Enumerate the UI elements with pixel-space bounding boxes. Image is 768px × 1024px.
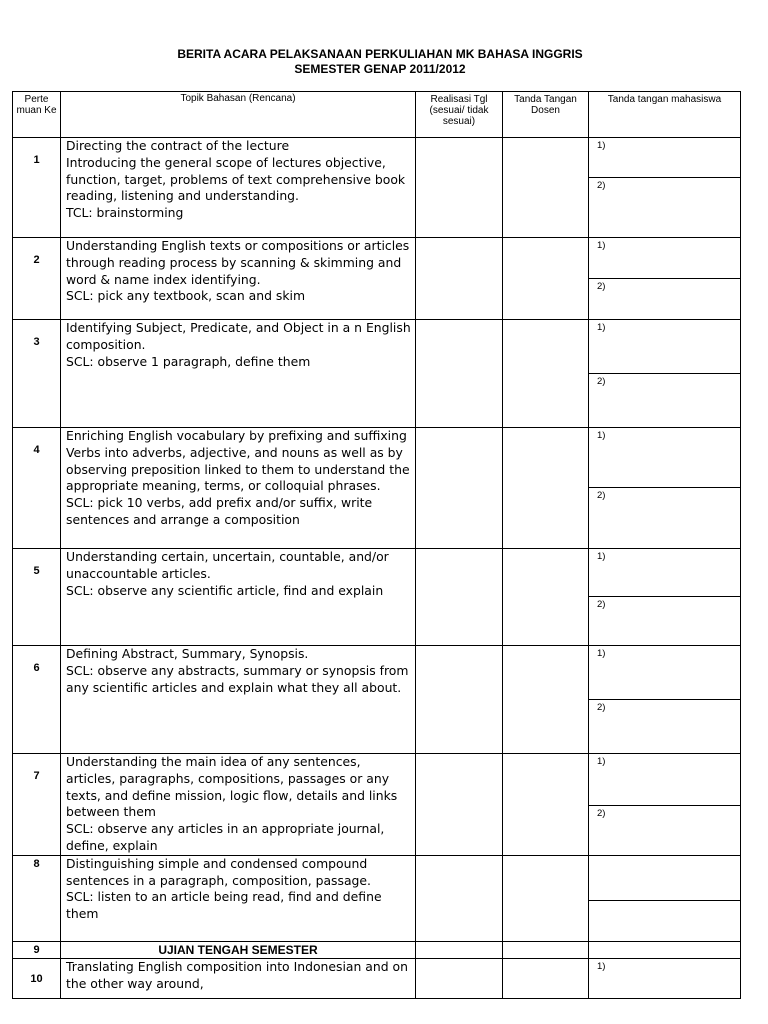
ttd-mahasiswa-cell — [589, 646, 741, 754]
realisasi-cell[interactable] — [416, 428, 503, 549]
signature-box-2[interactable] — [589, 178, 740, 236]
signature-box-2[interactable] — [589, 806, 740, 854]
ttd-dosen-cell[interactable] — [503, 855, 589, 941]
signature-box-2[interactable] — [589, 488, 740, 548]
ttd-dosen-cell[interactable] — [503, 646, 589, 754]
meeting-number: 5 — [13, 549, 61, 646]
col-header-topik: Topik Bahasan (Rencana) — [61, 92, 416, 138]
signature-box-1[interactable] — [589, 856, 740, 901]
topic-body: Enriching English vocabulary by prefixing and suffixing Verbs into adverbs, adjective, and nouns as well as by observing preposition linked to them to understand the appropriate meaning, terms, or colloquial phrases. SCL: pick 10 verbs, add prefix and/or suffix, write sentences and arrange a composition — [66, 428, 410, 527]
realisasi-cell[interactable] — [416, 320, 503, 428]
signature-label: 1) — [597, 430, 606, 441]
topic-body: Understanding the main idea of any sentences, articles, paragraphs, compositions, passages or any texts, and define mission, logic flow, details and links between them SCL: observe any articles in an appropriate journal, define, explain — [66, 754, 398, 853]
signature-box-1[interactable] — [589, 754, 740, 806]
meeting-number: 9 — [13, 941, 61, 958]
signature-label: 2) — [597, 808, 606, 819]
realisasi-cell[interactable] — [416, 646, 503, 754]
lecture-report-table — [12, 91, 741, 999]
topic-body: Understanding certain, uncertain, countable, and/or unaccountable articles. SCL: observe any scientific article, find and explain — [66, 549, 389, 598]
signature-box-1[interactable] — [589, 646, 740, 700]
table-row — [13, 549, 741, 646]
signature-box-1[interactable] — [589, 428, 740, 488]
ttd-mahasiswa-cell — [589, 138, 741, 238]
table-row — [13, 754, 741, 856]
realisasi-cell[interactable] — [416, 958, 503, 998]
meeting-number: 8 — [13, 855, 61, 941]
topic-body: Defining Abstract, Summary, Synopsis. SCL: observe any abstracts, summary or synopsis from any scientific articles and explain what they all about. — [66, 646, 409, 695]
signature-label: 2) — [597, 180, 606, 191]
table-row — [13, 855, 741, 941]
topic-text — [61, 428, 416, 549]
col-header-ttd-dosen: Tanda Tangan Dosen — [503, 92, 589, 138]
topic-body: Distinguishing simple and condensed compound sentences in a paragraph, composition, passage. SCL: listen to an article being read, find and define them — [66, 855, 382, 922]
table-row — [13, 138, 741, 238]
ttd-mahasiswa-cell[interactable] — [589, 941, 741, 958]
topic-text — [61, 646, 416, 754]
signature-label: 1) — [597, 756, 606, 767]
meeting-number: 1 — [13, 138, 61, 238]
realisasi-cell[interactable] — [416, 238, 503, 320]
topic-text — [61, 754, 416, 856]
document-title: BERITA ACARA PELAKSANAAN PERKULIAHAN MK BAHASA INGGRIS — [177, 47, 583, 61]
meeting-number: 10 — [13, 958, 61, 998]
meeting-number: 2 — [13, 238, 61, 320]
topic-text — [61, 320, 416, 428]
ttd-dosen-cell[interactable] — [503, 754, 589, 856]
signature-label: 1) — [597, 140, 606, 151]
signature-box-2[interactable] — [589, 374, 740, 427]
ttd-mahasiswa-cell — [589, 754, 741, 856]
signature-label: 1) — [597, 960, 606, 972]
topic-text — [61, 855, 416, 941]
ttd-dosen-cell[interactable] — [503, 428, 589, 549]
meeting-number: 4 — [13, 428, 61, 549]
signature-label: 2) — [597, 599, 606, 610]
ttd-dosen-cell[interactable] — [503, 320, 589, 428]
ttd-dosen-cell[interactable] — [503, 138, 589, 238]
table-row-exam — [13, 941, 741, 958]
signature-label: 2) — [597, 376, 606, 387]
signature-label: 1) — [597, 648, 606, 659]
topic-body: Identifying Subject, Predicate, and Object in a n English composition. SCL: observe 1 paragraph, define them — [66, 320, 411, 369]
signature-box-1[interactable] — [589, 320, 740, 374]
ttd-dosen-cell[interactable] — [503, 941, 589, 958]
document-subtitle: SEMESTER GENAP 2011/2012 — [294, 62, 466, 76]
topic-text — [61, 549, 416, 646]
table-row — [13, 238, 741, 320]
realisasi-cell[interactable] — [416, 138, 503, 238]
ttd-mahasiswa-cell — [589, 855, 741, 941]
col-header-ttd-mahasiswa: Tanda tangan mahasiswa — [589, 92, 741, 138]
topic-body: Understanding English texts or compositions or articles through reading process by scanning & skimming and word & name index identifying. SCL: pick any textbook, scan and skim — [66, 238, 410, 304]
signature-label: 1) — [597, 322, 606, 333]
realisasi-cell[interactable] — [416, 549, 503, 646]
table-header-row — [13, 92, 741, 138]
signature-label: 1) — [597, 240, 606, 251]
col-header-realisasi: Realisasi Tgl (sesuai/ tidak sesuai) — [416, 92, 503, 138]
topic-text — [61, 238, 416, 320]
signature-box-1[interactable] — [589, 138, 740, 178]
signature-box-1[interactable] — [589, 549, 740, 597]
ttd-mahasiswa-cell — [589, 428, 741, 549]
realisasi-cell[interactable] — [416, 941, 503, 958]
table-row — [13, 646, 741, 754]
signature-box-2[interactable] — [589, 597, 740, 645]
meeting-number: 7 — [13, 754, 61, 856]
ttd-dosen-cell[interactable] — [503, 549, 589, 646]
ttd-mahasiswa-cell — [589, 320, 741, 428]
signature-box-2[interactable] — [589, 279, 740, 319]
signature-label: 2) — [597, 490, 606, 501]
ttd-dosen-cell[interactable] — [503, 958, 589, 998]
realisasi-cell[interactable] — [416, 855, 503, 941]
exam-label: UJIAN TENGAH SEMESTER — [61, 941, 416, 958]
signature-box-1[interactable] — [589, 959, 740, 997]
ttd-mahasiswa-cell — [589, 238, 741, 320]
signature-box-2[interactable] — [589, 700, 740, 753]
topic-body: Directing the contract of the lecture Introducing the general scope of lectures objective, function, target, problems of text comprehensive book reading, listening and understanding. TCL: brainstorming — [66, 138, 406, 221]
signature-box-2[interactable] — [589, 901, 740, 941]
signature-label: 1) — [597, 551, 606, 562]
meeting-number: 3 — [13, 320, 61, 428]
meeting-number: 6 — [13, 646, 61, 754]
table-row — [13, 320, 741, 428]
ttd-dosen-cell[interactable] — [503, 238, 589, 320]
ttd-mahasiswa-cell — [589, 549, 741, 646]
col-header-pertemuan: Perte muan Ke — [13, 92, 61, 138]
signature-box-1[interactable] — [589, 238, 740, 279]
table-row — [13, 428, 741, 549]
topic-text — [61, 958, 416, 998]
signature-label: 2) — [597, 281, 606, 292]
topic-text — [61, 138, 416, 238]
ttd-mahasiswa-cell — [589, 958, 741, 998]
signature-label: 2) — [597, 702, 606, 713]
table-row — [13, 958, 741, 998]
realisasi-cell[interactable] — [416, 754, 503, 856]
topic-body: Translating English composition into Indonesian and on the other way around, — [66, 958, 408, 991]
